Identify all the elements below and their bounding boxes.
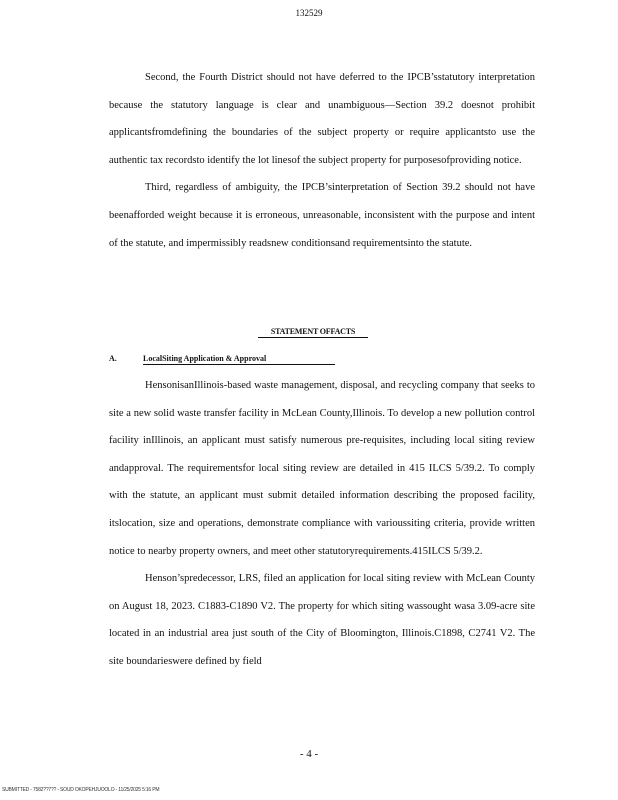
intro-text-block xyxy=(109,64,535,257)
subsection-title: LocalSiting Application & Approval xyxy=(143,354,335,365)
page-number: - 4 - xyxy=(299,748,319,760)
submission-stamp: SUBMITTED - 7582??7?? - SOUD OKOPEHJUOOLO - 11/25/2025 5:16 PM xyxy=(2,787,160,793)
section-heading: STATEMENT OFFACTS xyxy=(258,327,368,338)
paragraph-second-argument: Second, the Fourth District should not have deferred to the IPCB’sstatutory interpretation because the statutory language is clear and unambiguous—Section 39.2 doesnot prohibit applicantsfromdefining the boundaries of the subject property or require applicantsto use the authentic tax recordsto identify the lot linesof the subject property for purposesofproviding notice. xyxy=(109,72,535,166)
paragraph-third-argument: Third, regardless of ambiguity, the IPCB’sinterpretation of Section 39.2 should not have beenafforded weight because it is erroneous, unreasonable, inconsistent with the purpose and intent of the statute, and impermissibly readsnew conditionsand requirementsinto the statute. xyxy=(109,182,535,249)
subsection-heading xyxy=(109,354,335,365)
document-id: 132529 xyxy=(295,8,323,18)
subsection-label: A. xyxy=(109,354,117,363)
paragraph-lrs-application: Henson’spredecessor, LRS, filed an application for local siting review with McLean County on August 18, 2023. C1883-C1890 V2. The property for which siting wassought wasa 3.09-acre site located in an industrial area just south of the City of Bloomington, Illinois.C1898, C2741 V2. The site boundarieswere defined by field xyxy=(109,573,535,667)
paragraph-henson-background: HensonisanIllinois-based waste management, disposal, and recycling company that seeks to site a new solid waste transfer facility in McLean County,Illinois. To develop a new pollution control facility inIllinois, an applicant must satisfy numerous pre-requisites, including local siting review andapproval. The requirementsfor local siting review are detailed in 415 ILCS 5/39.2. To comply with the statute, an applicant must submit detailed information describing the proposed facility, itslocation, size and operations, demonstrate compliance with varioussiting criteria, provide written notice to nearby property owners, and meet other statutoryrequirements.415ILCS 5/39.2. xyxy=(109,380,535,557)
facts-text-block xyxy=(109,372,535,676)
